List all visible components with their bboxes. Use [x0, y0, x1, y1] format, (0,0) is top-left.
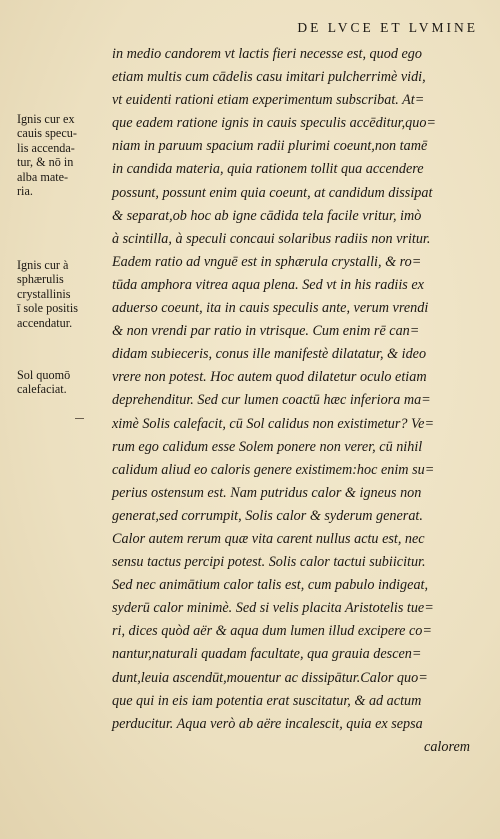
running-head: DE LVCE ET LVMINE: [297, 20, 478, 35]
text-line: calidum aliud eo caloris genere existimem:hoc enim su=: [112, 461, 435, 478]
text-line: syderū calor minimè. Sed si velis placita Aristotelis tue=: [112, 600, 434, 617]
main-text-block: [112, 43, 482, 759]
text-line: nantur,naturali quadam facultate, qua grauia descen=: [112, 646, 422, 663]
text-line: possunt, possunt enim quia coeunt, at candidum dissipat: [112, 184, 433, 201]
text-line: Sed nec animātium calor talis est, cum pabulo indigeat,: [112, 577, 429, 594]
text-line: perius ostensum est. Nam putridus calor & igneus non: [112, 484, 422, 501]
margin-note-line: ī sole positis: [17, 301, 78, 316]
text-line: que eadem ratione ignis in cauis speculis accēditur,quo=: [112, 115, 437, 132]
text-line: à scintilla, à speculi concaui solaribus radiis non vritur.: [112, 230, 431, 247]
text-line: etiam multis cum cādelis casu imitari pulcherrimè vidi,: [112, 69, 426, 86]
margin-note-line: Sol quomō: [17, 368, 71, 382]
text-line: aduerso coeunt, ita in cauis speculis ante, verum vrendi: [112, 300, 429, 317]
margin-note-line: Ignis cur ex: [17, 112, 75, 126]
margin-note-3: [17, 368, 109, 397]
margin-note-line: crystallinis: [17, 286, 71, 301]
margin-dash: [75, 418, 84, 419]
text-line: didam subieceris, conus ille manifestè dilatatur, & ideo: [112, 346, 427, 363]
text-line: & non vrendi par ratio in vtrisque. Cum enim rē can=: [112, 323, 420, 340]
text-line: in candida materia, quia rationem tollit qua accendere: [112, 161, 424, 178]
text-line: deprehenditur. Sed cur lumen coactū hæc inferiora ma=: [112, 392, 431, 409]
text-line: & separat,ob hoc ab igne cādida tela facile vritur, imò: [112, 207, 422, 224]
margin-note-line: ria.: [17, 184, 33, 199]
text-line: Calor autem rerum quæ vita carent nullus actu est, nec: [112, 530, 425, 547]
text-line: sensu tactus percipi potest. Solis calor tactui subiicitur.: [112, 554, 426, 571]
margin-note-line: lis accenda-: [17, 140, 75, 155]
margin-note-line: cauis specu-: [17, 126, 77, 141]
text-line: dunt,leuia ascendūt,mouentur ac dissipātur.Calor quo=: [112, 669, 428, 686]
margin-note-line: sphærulis: [17, 272, 64, 287]
text-line: ri, dices quòd aër & aqua dum lumen illud excipere co=: [112, 623, 432, 640]
margin-note-line: alba mate-: [17, 169, 69, 184]
text-line: perducitur. Aqua verò ab aëre incalescit, quia ex sepsa: [112, 715, 423, 732]
text-line: generat,sed corrumpit, Solis calor & syderum generat.: [112, 507, 423, 524]
text-line: tūda amphora vitrea aqua plena. Sed vt in his radiis ex: [112, 276, 424, 293]
text-line: vrere non potest. Hoc autem quod dilatetur oculo etiam: [112, 369, 427, 386]
text-line: in medio candorem vt lactis fieri necesse est, quod ego: [112, 46, 422, 62]
margin-note-line: Ignis cur à: [17, 258, 69, 272]
text-line: niam in paruum spacium radii plurimi coeunt,non tamē: [112, 138, 428, 155]
margin-note-line: accendatur.: [17, 315, 73, 330]
margin-note-line: calefaciat.: [17, 382, 67, 397]
text-line: vt euidenti rationi etiam experimentum subscribat. At=: [112, 92, 425, 109]
text-line: ximè Solis calefacit, cū Sol calidus non existimetur? Ve=: [112, 415, 435, 432]
margin-note-1: [17, 112, 109, 198]
text-line: Eadem ratio ad vnguē est in sphærula crystalli, & ro=: [112, 253, 422, 270]
text-line: que qui in eis iam potentia erat suscitatur, & ad actum: [112, 692, 422, 709]
margin-note-line: tur, & nō in: [17, 155, 74, 170]
catchword: calorem: [424, 738, 470, 755]
text-line: rum ego calidum esse Solem ponere non verer, cū nihil: [112, 438, 423, 455]
margin-note-2: [17, 258, 109, 330]
